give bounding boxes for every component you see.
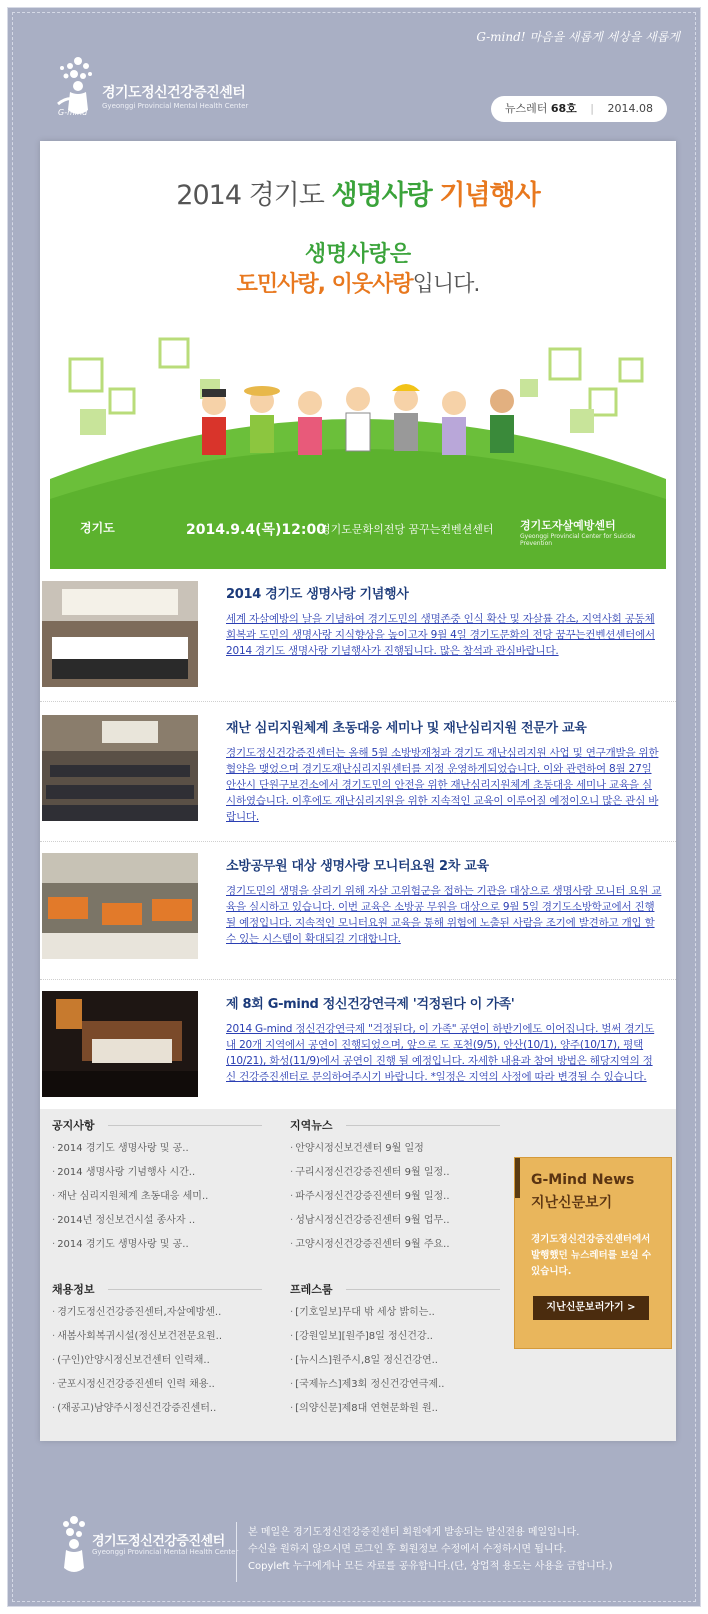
- list-item[interactable]: · 구리시정신건강증진센터 9월 일정..: [290, 1161, 500, 1185]
- article-title[interactable]: 제 8회 G-mind 정신건강연극제 '걱정된다 이 가족': [226, 997, 515, 1012]
- banner-line1: 생명사랑은: [304, 242, 412, 267]
- past-newsletters-box: [514, 1157, 672, 1349]
- regional-news-list: [290, 1117, 500, 1257]
- list-item[interactable]: · 군포시정신건강증진센터 인력 채용..: [52, 1373, 262, 1397]
- past-newsletters-button[interactable]: 지난신문보러가기 >: [533, 1296, 649, 1320]
- article-item[interactable]: [40, 985, 676, 1109]
- footer-notice: [248, 1524, 688, 1575]
- list-item[interactable]: · 재난 심리지원체계 초동대응 세미..: [52, 1185, 262, 1209]
- theater-photo: [42, 991, 198, 1097]
- list-item[interactable]: · [기호일보]무대 밖 세상 밝히는..: [290, 1301, 500, 1325]
- list-item[interactable]: · 새봄사회복귀시설(정신보건전문요원..: [52, 1325, 262, 1349]
- list-item[interactable]: · [강원일보][원주]8일 정신건강..: [290, 1325, 500, 1349]
- issue-divider: |: [590, 102, 594, 115]
- article-thumbnail[interactable]: [42, 581, 198, 687]
- issue-number: 68호: [550, 102, 577, 115]
- newsletter-body: [40, 141, 676, 1441]
- list-item[interactable]: · (재공고)남양주시정신건강증진센터..: [52, 1397, 262, 1421]
- jobs-heading[interactable]: 채용정보: [52, 1281, 262, 1301]
- article-title[interactable]: 재난 심리지원체계 초동대응 세미나 및 재난심리지원 전문가 교육: [226, 721, 587, 736]
- event-photo: [42, 581, 198, 687]
- list-item[interactable]: · [국제뉴스]제3회 정신건강연극제..: [290, 1373, 500, 1397]
- article-thumbnail[interactable]: [42, 853, 198, 959]
- banner-title-green: 생명사랑: [331, 180, 432, 211]
- article-item[interactable]: [40, 575, 676, 699]
- banner-organizer: 경기도자살예방센터: [520, 519, 616, 532]
- list-item[interactable]: · 2014 경기도 생명사랑 및 공..: [52, 1137, 262, 1161]
- issue-label: 뉴스레터: [504, 102, 548, 115]
- article-divider: [40, 979, 676, 980]
- banner-title-prefix: 2014 경기도: [176, 180, 324, 211]
- article-body[interactable]: 세계 자살예방의 날을 기념하여 경기도민의 생명존중 인식 확산 및 자살률 감소, 지역사회 공동체 회복과 도민의 생명사랑 지식향상을 높이고자 9월 4일 경기도문화의 전당 꿈꾸는컨벤션센터에서 2014 경기도 생명사랑 기념행사가 진행됩니다. 많은 참석과 관심바랍니다.: [226, 613, 655, 657]
- list-item[interactable]: · 안양시정신보건센터 9월 일정: [290, 1137, 500, 1161]
- list-item[interactable]: · [뉴시스]원주시,8일 정신건강연..: [290, 1349, 500, 1373]
- list-item[interactable]: · 고양시정신건강증진센터 9월 주요..: [290, 1233, 500, 1257]
- newsletter-frame: [7, 7, 701, 1607]
- article-item[interactable]: [40, 709, 676, 833]
- list-item[interactable]: · 2014 경기도 생명사랑 및 공..: [52, 1233, 262, 1257]
- article-divider: [40, 701, 676, 702]
- banner-line2-suffix: 입니다.: [412, 272, 480, 297]
- regional-news-heading[interactable]: 지역뉴스: [290, 1117, 500, 1137]
- banner-organizer-en: Gyeonggi Provincial Center for Suicide Prevention: [520, 533, 636, 547]
- banner-title-orange: 기념행사: [439, 180, 540, 211]
- footer-line-3: Copyleft 누구에게나 모든 자료를 공유합니다.(단, 상업적 용도는 사용을 금합니다.): [248, 1561, 613, 1572]
- notices-heading[interactable]: 공지사항: [52, 1117, 262, 1137]
- article-title[interactable]: 2014 경기도 생명사랑 기념행사: [226, 587, 409, 602]
- org-name-en: Gyeonggi Provincial Mental Health Center: [102, 102, 249, 110]
- article-title[interactable]: 소방공무원 대상 생명사랑 모니터요원 2차 교육: [226, 859, 489, 874]
- article-body[interactable]: 2014 G-mind 정신건강연극제 "걱정된다, 이 가족" 공연이 하반기에도 이어집니다. 벌써 경기도 내 20개 지역에서 공연이 진행되었으며, 앞으로 도 포천(9/5), 안산(10/1), 양주(10/17), 평택(10/21), 화성(11/9)에서 공연이 진행 될 예정입니다. 자세한 내용과 참여 방법은 해당지역의 정신 건강증진센터로 문의하여주시기 바랍니다. *일정은 지역의 사정에 따라 변경될 수 있습니다.: [226, 1023, 655, 1083]
- list-item[interactable]: · (구인)안양시정신보건센터 인력채..: [52, 1349, 262, 1373]
- banner-event-date: 2014.9.4(목)12:00: [186, 522, 326, 538]
- issue-date: 2014.08: [607, 102, 653, 115]
- newsbox-subtitle: 지난신문보기: [531, 1195, 613, 1211]
- slogan: G-mind! 마음을 새롭게 세상을 새롭게: [476, 30, 680, 44]
- article-body[interactable]: 경기도민의 생명을 살리기 위해 자살 고위험군을 접하는 기관을 대상으로 생명사랑 모니터 요원 교육을 실시하고 있습니다. 이번 교육은 소방공 무원을 대상으로 9월 5일 경기도소방학교에서 진행될 예정입니다. 지속적인 모니터요원 교육을 통해 위험에 노출된 사람을 조기에 발견하고 개입 할 수 있는 시스템이 확대되길 기대합니다.: [226, 885, 662, 945]
- newsbox-title: G-Mind News: [531, 1172, 635, 1188]
- training-photo: [42, 853, 198, 959]
- issue-badge: [491, 96, 667, 122]
- newsbox-description: 경기도정신건강증진센터에서 발행했던 뉴스레터를 보실 수 있습니다.: [531, 1234, 652, 1277]
- footer: [8, 1498, 702, 1608]
- article-thumbnail[interactable]: [42, 991, 198, 1097]
- banner-footer: [50, 499, 666, 569]
- list-item[interactable]: · 성남시정신건강증진센터 9월 업무..: [290, 1209, 500, 1233]
- footer-line-1: 본 메일은 경기도정신건강증진센터 회원에게 발송되는 발신전용 메일입니다.: [248, 1527, 580, 1538]
- footer-org-name-en: Gyeonggi Provincial Mental Health Center: [92, 1548, 239, 1556]
- event-banner[interactable]: [50, 149, 666, 569]
- footer-org-name: 경기도정신건강증진센터: [92, 1534, 225, 1549]
- header-logo[interactable]: [48, 52, 288, 122]
- jobs-list: [52, 1281, 262, 1421]
- banner-line2: [50, 267, 666, 298]
- banner-line2-orange: 도민사랑, 이웃사랑: [236, 272, 413, 297]
- gmind-tag: G-mind: [58, 108, 88, 117]
- article-item[interactable]: [40, 847, 676, 971]
- list-item[interactable]: · 경기도정신건강증진센터,자살예방센..: [52, 1301, 262, 1325]
- list-item[interactable]: · [의양신문]제8대 연현문화원 원..: [290, 1397, 500, 1421]
- banner-event-venue: 경기도문화의전당 꿈꾸는컨벤션센터: [320, 523, 494, 536]
- article-thumbnail[interactable]: [42, 715, 198, 821]
- press-room-list: [290, 1281, 500, 1421]
- press-room-heading[interactable]: 프레스룸: [290, 1281, 500, 1301]
- footer-divider: [236, 1522, 237, 1582]
- list-item[interactable]: · 2014년 정신보건시설 종사자 ..: [52, 1209, 262, 1233]
- article-body[interactable]: 경기도정신건강증진센터는 올해 5월 소방방재청과 경기도 재난심리지원 사업 및 연구개발을 위한 협약을 맺었으며 경기도재난심리지원센터를 지정 운영하게되었습니다. 이와 관련하여 8월 27일 안산시 단원구보건소에서 경기도민의 안전을 위한 재난심리지원체계 초동대응 세미나 교육을 실 시하였습니다. 이후에도 재난심리지원을 위한 지속적인 교육이 이루어질 예정이오니 많은 관심 바랍니다.: [226, 747, 659, 823]
- footer-line-2: 수신을 원하지 않으시면 로그인 후 회원정보 수정에서 수정하시면 됩니다.: [248, 1544, 567, 1555]
- org-name: 경기도정신건강증진센터: [102, 85, 246, 101]
- seminar-photo: [42, 715, 198, 821]
- list-item[interactable]: · 2014 생명사랑 기념행사 시간..: [52, 1161, 262, 1185]
- banner-foot-left: 경기도: [80, 521, 115, 535]
- article-divider: [40, 841, 676, 842]
- banner-title: [50, 173, 666, 212]
- notices-list: [52, 1117, 262, 1257]
- list-item[interactable]: · 파주시정신건강증진센터 9월 일정..: [290, 1185, 500, 1209]
- board-section: [40, 1109, 676, 1441]
